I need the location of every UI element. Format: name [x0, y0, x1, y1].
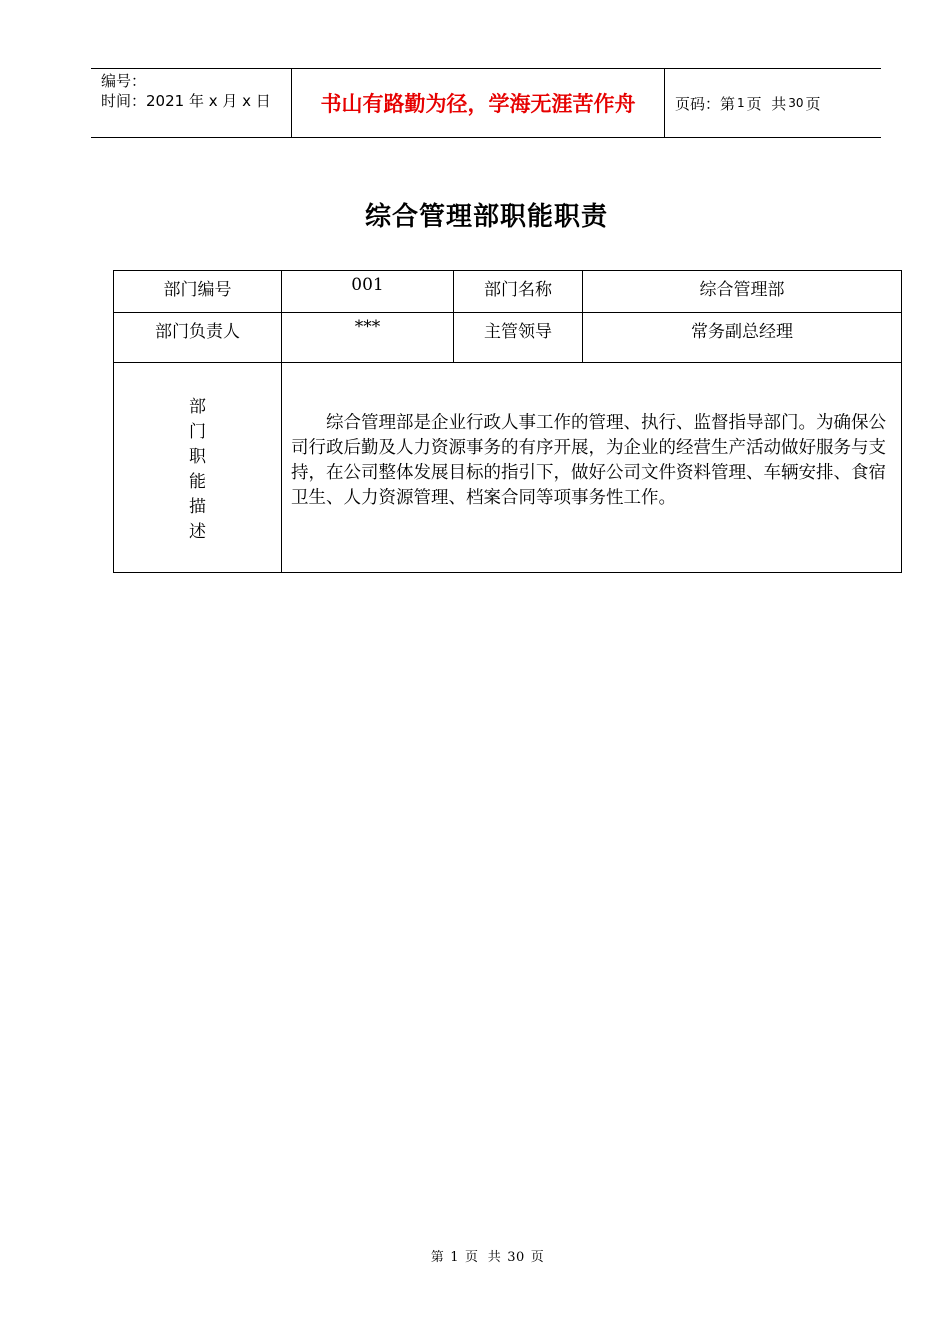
footer-current: 1 — [450, 1250, 459, 1265]
time-label: 时间： — [101, 92, 147, 110]
dept-name-value: 综合管理部 — [583, 271, 902, 313]
footer-suffix: 页 — [530, 1250, 545, 1265]
time-value: 2021 年 x 月 x 日 — [146, 92, 271, 110]
table-row — [114, 363, 902, 573]
header-motto: 书山有路勤为径，学海无涯苦作舟 — [292, 69, 665, 137]
page-suffix: 页 — [805, 94, 821, 113]
label-char: 述 — [189, 521, 206, 542]
label-char: 职 — [189, 446, 206, 467]
function-description-cell — [282, 363, 902, 573]
dept-number-value: 001 — [282, 271, 454, 313]
label-char: 部 — [189, 396, 206, 417]
dept-name-label: 部门名称 — [454, 271, 583, 313]
header-meta — [91, 69, 292, 137]
dept-head-label: 部门负责人 — [114, 313, 282, 363]
time-line — [101, 91, 291, 111]
function-description-label — [114, 363, 282, 573]
footer-prefix: 第 — [430, 1250, 445, 1265]
page-total: 30 — [788, 96, 804, 110]
table-row — [114, 271, 902, 313]
department-info-table — [113, 270, 902, 573]
page-header — [91, 68, 881, 138]
supervisor-label: 主管领导 — [454, 313, 583, 363]
header-page-number — [665, 69, 881, 137]
label-char: 能 — [189, 471, 206, 492]
function-description-text: 综合管理部是企业行政人事工作的管理、执行、监督指导部门。为确保公司行政后勤及人力资源事务的有序开展，为企业的经营生产活动做好服务与支持，在公司整体发展目标的指引下，做好公司文件资料管理、车辆安排、食宿卫生、人力资源管理、档案合同等项事务性工作。 — [291, 412, 886, 508]
footer-total: 30 — [507, 1250, 525, 1265]
number-label: 编号： — [101, 72, 147, 90]
supervisor-value: 常务副总经理 — [583, 313, 902, 363]
dept-head-value: *** — [282, 313, 454, 363]
footer-mid: 页 共 — [464, 1250, 502, 1265]
document-title: 综合管理部职能职责 — [364, 202, 608, 232]
label-char: 门 — [189, 421, 206, 442]
label-char: 描 — [189, 496, 206, 517]
page-mid: 页 共 — [746, 94, 787, 113]
page-footer — [0, 1246, 950, 1265]
dept-number-label: 部门编号 — [114, 271, 282, 313]
page-current: 1 — [737, 96, 745, 110]
table-row — [114, 313, 902, 363]
page-prefix: 页码：第 — [675, 94, 736, 113]
